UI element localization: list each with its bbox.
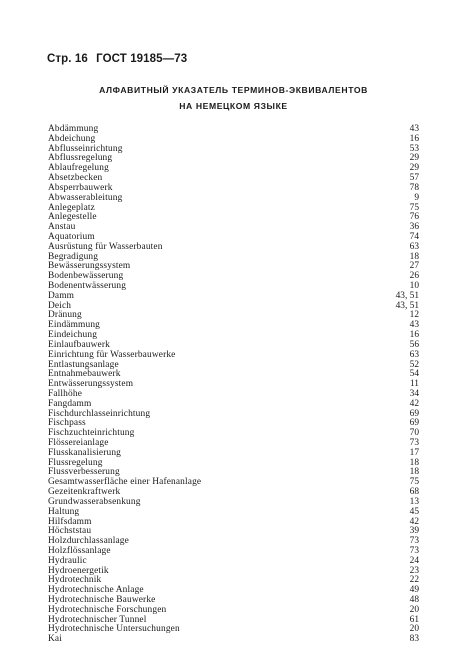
index-entry [48,635,419,645]
entry-term: Begradigung [48,251,99,262]
term-index [48,125,419,645]
entry-term: Abflusseinrichtung [48,143,123,154]
entry-pages: 53 [409,143,419,154]
index-entry [48,311,419,321]
index-entry [48,223,419,233]
entry-pages: 24 [409,555,419,566]
entry-term: Eindeichung [48,330,98,341]
entry-pages: 63 [409,349,419,360]
entry-term: Entnahmebauwerk [48,369,121,380]
entry-pages: 43, 51 [395,300,419,311]
index-entry [48,380,419,390]
entry-term: Einlaufbauwerk [48,339,110,350]
entry-term: Absperrbauwerk [48,182,113,193]
entry-term: Kai [48,634,62,645]
index-entry [48,518,419,528]
entry-pages: 63 [409,241,419,252]
entry-term: Ausrüstung für Wasserbauten [48,241,163,252]
entry-term: Grundwasserabsenkung [48,496,141,507]
index-entry [48,625,419,635]
entry-pages: 43, 51 [395,290,419,301]
entry-term: Deich [48,300,72,311]
entry-term: Dränung [48,310,82,321]
entry-pages: 43 [409,320,419,331]
entry-term: Fischzuchteinrichtung [48,428,135,439]
entry-pages: 56 [409,339,419,350]
index-entry [48,508,419,518]
entry-term: Flussverbesserung [48,467,120,478]
entry-pages: 26 [409,271,419,282]
entry-pages: 29 [409,153,419,164]
entry-pages: 23 [409,565,419,576]
entry-term: Ablaufregelung [48,163,109,174]
entry-term: Hydrotechnische Forschungen [48,604,167,615]
entry-pages: 83 [409,634,419,645]
entry-pages: 73 [409,438,419,448]
index-entry [48,390,419,400]
entry-pages: 9 [414,192,419,203]
entry-term: Fallhöhe [48,388,83,399]
entry-term: Flussregelung [48,457,103,468]
entry-pages: 36 [409,222,419,233]
entry-term: Hydrotechnik [48,575,102,586]
index-entry [48,567,419,577]
entry-pages: 20 [409,604,419,615]
entry-pages: 11 [409,379,419,390]
entry-pages: 68 [409,487,419,498]
index-entry [48,194,419,204]
entry-term: Bodenentwässerung [48,281,127,291]
index-entry [48,302,419,312]
entry-pages: 42 [409,398,419,409]
entry-pages: 13 [409,496,419,507]
entry-term: Damm [48,290,75,301]
entry-term: Eindämmung [48,320,101,331]
entry-pages: 18 [409,467,419,478]
entry-term: Bodenbewässerung [48,271,124,282]
entry-pages: 69 [409,408,419,419]
entry-term: Entwässerungssystem [48,379,134,390]
entry-term: Abdeichung [48,133,96,144]
index-entry [48,547,419,557]
entry-term: Fischdurchlasseinrichtung [48,408,151,419]
entry-pages: 76 [409,212,419,223]
index-entry [48,449,419,459]
entry-term: Anlegeplatz [48,202,95,213]
entry-term: Flössereianlage [48,438,109,448]
entry-term: Holzdurchlassanlage [48,536,129,547]
entry-pages: 78 [409,182,419,193]
entry-pages: 73 [409,536,419,547]
entry-term: Hilfsdamm [48,516,92,527]
index-entry [48,498,419,508]
entry-pages: 42 [409,516,419,527]
entry-term: Abflussregelung [48,153,113,164]
entry-pages: 73 [409,545,419,556]
entry-pages: 54 [409,369,419,380]
entry-pages: 69 [409,418,419,429]
entry-pages: 45 [409,506,419,517]
entry-term: Gezeitenkraftwerk [48,487,121,498]
entry-term: Gesamtwasserfläche einer Hafenanlage [48,477,202,488]
entry-term: Höchststau [48,526,92,537]
entry-pages: 20 [409,624,419,635]
entry-term: Absetzbecken [48,173,103,184]
entry-term: Aquatorium [48,231,95,242]
entry-pages: 12 [409,310,419,321]
entry-pages: 52 [409,359,419,370]
entry-pages: 16 [409,330,419,341]
entry-term: Abwasserableitung [48,192,123,203]
entry-pages: 75 [409,202,419,213]
entry-term: Anlegestelle [48,212,97,223]
standard-code: ГОСТ 19185—73 [96,53,188,65]
entry-term: Abdämmung [48,124,99,134]
index-subtitle: НА НЕМЕЦКОМ ЯЗЫКЕ [179,101,288,111]
entry-pages: 22 [409,575,419,586]
entry-term: Hydraulic [48,555,87,566]
entry-term: Fangdamm [48,398,92,409]
entry-pages: 49 [409,585,419,596]
entry-term: Hydrotechnische Anlage [48,585,144,596]
index-entry [48,243,419,253]
index-entry [48,282,419,292]
index-entry [48,204,419,214]
entry-pages: 74 [409,231,419,242]
entry-term: Hydrotechnische Bauwerke [48,595,156,605]
entry-pages: 43 [409,124,419,134]
entry-pages: 18 [409,251,419,262]
entry-term: Haltung [48,506,80,517]
entry-pages: 34 [409,388,419,399]
entry-term: Fischpass [48,418,86,429]
entry-pages: 61 [409,614,419,625]
index-entry [48,164,419,174]
entry-pages: 48 [409,595,419,605]
entry-term: Entlastungsanlage [48,359,119,370]
entry-term: Bewässerungssystem [48,261,131,272]
entry-pages: 70 [409,428,419,439]
index-entry [48,321,419,331]
entry-term: Holzflössanlage [48,545,111,556]
index-entry [48,125,419,135]
entry-pages: 16 [409,133,419,144]
entry-term: Einrichtung für Wasserbauwerke [48,349,176,360]
entry-pages: 18 [409,457,419,468]
entry-term: Hydrotechnischer Tunnel [48,614,147,625]
entry-pages: 27 [409,261,419,272]
page-number: Стр. 16 [47,53,88,65]
entry-pages: 29 [409,163,419,174]
index-entry [48,410,419,420]
entry-pages: 17 [409,447,419,458]
index-entry [48,292,419,302]
entry-term: Anstau [48,222,76,233]
entry-pages: 57 [409,173,419,184]
entry-term: Hydroenergetik [48,565,109,576]
entry-pages: 10 [409,281,419,291]
index-entry [48,213,419,223]
entry-term: Flusskanalisierung [48,447,122,458]
entry-pages: 39 [409,526,419,537]
entry-term: Hydrotechnische Untersuchungen [48,624,180,635]
entry-pages: 75 [409,477,419,488]
index-title: АЛФАВИТНЫЙ УКАЗАТЕЛЬ ТЕРМИНОВ-ЭКВИВАЛЕНТОВ [99,85,368,95]
page-header [47,53,187,65]
